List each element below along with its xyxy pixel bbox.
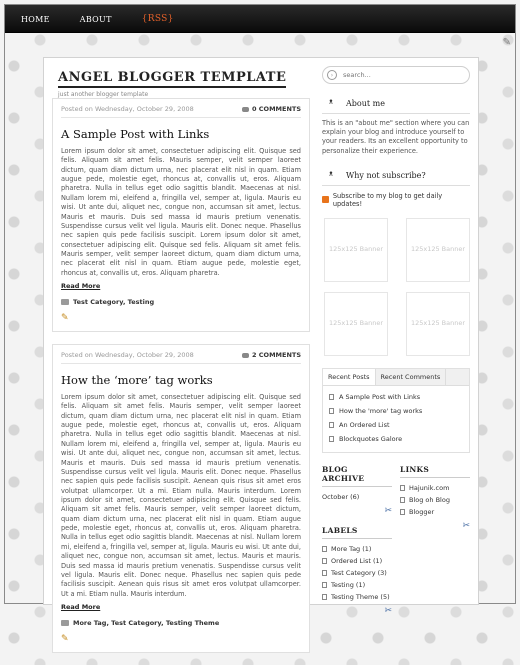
post-category-links[interactable]: More Tag, Test Category, Testing Theme <box>73 618 220 627</box>
label-item[interactable] <box>322 543 392 555</box>
site-title[interactable]: ANGEL BLOGGER TEMPLATE <box>58 70 286 88</box>
external-link[interactable]: Blogger <box>409 507 435 516</box>
edit-tools-icon[interactable]: ✂ <box>462 520 470 531</box>
ad-banner[interactable]: 125x125 Banner <box>324 218 388 282</box>
rss-feed-icon <box>322 196 329 203</box>
post-categories <box>61 619 301 627</box>
subscribe-link[interactable]: Subscribe to my blog to get daily updates! <box>332 191 443 208</box>
search-box <box>322 66 470 84</box>
label-item[interactable] <box>322 579 392 591</box>
comments-link[interactable] <box>242 105 301 113</box>
edit-tools-icon[interactable]: ✂ <box>384 505 392 516</box>
pencil-icon[interactable]: ✎ <box>61 633 69 644</box>
link-item[interactable] <box>400 506 470 518</box>
nav-menu <box>5 5 515 33</box>
list-item[interactable] <box>329 418 463 432</box>
document-icon <box>329 394 334 400</box>
label-item[interactable] <box>322 555 392 567</box>
left-column <box>322 465 392 616</box>
angel-wings-icon: ᵜ <box>329 98 333 109</box>
comment-bubble-icon <box>242 107 249 112</box>
right-column <box>400 465 470 616</box>
ad-banner[interactable]: 125x125 Banner <box>406 218 470 282</box>
tab-recent-comments[interactable]: Recent Comments <box>376 369 447 385</box>
sidebar <box>322 66 470 616</box>
label-item[interactable] <box>322 591 392 603</box>
sidebar-columns <box>322 465 470 616</box>
wrench-icon[interactable]: ✎ <box>502 37 511 48</box>
ad-banner[interactable]: 125x125 Banner <box>406 292 470 356</box>
page-container <box>43 57 479 644</box>
comment-bubble-icon <box>242 353 249 358</box>
document-icon <box>322 570 327 576</box>
search-icon[interactable]: › <box>327 70 337 80</box>
document-icon <box>322 558 327 564</box>
labels-title: LABELS <box>322 526 392 539</box>
post-body: Lorem ipsum dolor sit amet, consectetuer adipiscing elit. Quisque sed felis. Aliquam sit amet felis. Mauris semper, velit semper laoreet dictum, quam diam dictum urna, nec placerat elit nisl in quam. Etiam augue pede, molestie eget, rhoncus at, convallis ut, eros. Aliquam pharetra. Nulla in tellus eget odio sagittis blandit. Maecenas at nisl. Nullam lorem mi, eleifend a, fringilla vel, semper at, ligula. Mauris eu wisi. Ut ante dui, aliquet nec, congue non, accumsan sit amet, lectus. Mauris et mauris. Duis sed massa id mauris pretium venenatis. Suspendisse cursus velit vel ligula. Mauris elit. Donec neque. Phasellus nec sapien quis pede facilisis suscipit. Aenean quis risus sit amet eros volutpat ullamcorper. Ut a mi. Etiam nulla. Mauris interdum. Lorem ipsum dolor sit amet, consectetuer adipiscing elit. Quisque sed felis. Aliquam sit amet felis. Mauris semper, velit semper laoreet dictum, quam diam dictum urna, nec placerat elit nisl in quam. Etiam augue pede, molestie eget, rhoncus at, convallis ut, eros. Aliquam pharetra. Nulla in tellus eget odio sagittis blandit. Maecenas at nisl. Nullam lorem mi, eleifend a, fringilla vel, semper at, ligula. Mauris eu wisi. Ut ante dui, aliquet nec, congue non, accumsan sit amet, lectus. Mauris et mauris. Duis sed massa id mauris pretium venenatis. Suspendisse cursus velit vel ligula. Mauris elit. Donec neque. Phasellus nec sapien quis pede facilisis suscipit. Aenean quis risus sit amet eros volutpat ullamcorper. Ut a mi. Etiam nulla. Mauris interdum. <box>61 393 301 598</box>
tabs-widget <box>322 368 470 453</box>
subscribe-widget-header <box>322 166 470 186</box>
recent-post-link[interactable]: An Ordered List <box>339 420 390 429</box>
document-icon <box>322 546 327 552</box>
site-tagline: just another blogger template <box>58 91 149 98</box>
nav-rss-link[interactable]: {RSS} <box>141 14 174 24</box>
list-item[interactable] <box>329 390 463 404</box>
nav-home-link[interactable]: HOME <box>21 14 50 24</box>
folder-icon <box>61 620 69 626</box>
document-icon <box>329 436 334 442</box>
post-1 <box>52 98 310 332</box>
post-categories <box>61 298 301 306</box>
tab-bar <box>323 369 469 386</box>
archive-item[interactable]: October (6) <box>322 492 360 501</box>
comments-count: 0 COMMENTS <box>251 105 301 113</box>
subscribe-title: Why not subscribe? <box>346 170 426 180</box>
post-meta <box>61 351 301 364</box>
links-title: LINKS <box>400 465 470 478</box>
list-item[interactable] <box>329 432 463 446</box>
site-header <box>58 70 318 98</box>
link-item[interactable] <box>400 494 470 506</box>
ad-banner[interactable]: 125x125 Banner <box>324 292 388 356</box>
label-link[interactable]: Test Category (3) <box>331 568 387 577</box>
post-date: Posted on Wednesday, October 29, 2008 <box>61 105 194 113</box>
main-content <box>52 98 310 665</box>
document-icon <box>329 422 334 428</box>
subscribe-link-row[interactable] <box>322 192 470 208</box>
document-icon <box>329 408 334 414</box>
search-input[interactable] <box>343 71 453 79</box>
about-widget-header <box>322 94 470 114</box>
external-link[interactable]: Blog oh Blog <box>409 495 450 504</box>
archive-title: BLOG ARCHIVE <box>322 465 392 487</box>
nav-about-link[interactable]: ABOUT <box>79 14 112 24</box>
document-icon <box>400 497 405 503</box>
post-2 <box>52 344 310 653</box>
label-link[interactable]: More Tag (1) <box>331 544 372 553</box>
pencil-icon[interactable]: ✎ <box>61 313 69 324</box>
banner-grid <box>322 218 470 356</box>
link-item[interactable] <box>400 482 470 494</box>
document-icon <box>322 594 327 600</box>
comments-link[interactable] <box>242 351 301 359</box>
external-link[interactable]: Hajunik.com <box>409 483 450 492</box>
comments-count: 2 COMMENTS <box>251 351 301 360</box>
angel-wings-icon: ᵜ <box>329 169 333 181</box>
list-item[interactable] <box>329 404 463 418</box>
document-icon <box>400 509 405 515</box>
recent-post-link[interactable]: How the 'more' tag works <box>339 406 423 415</box>
folder-icon <box>61 299 69 305</box>
post-category-links[interactable]: Test Category, Testing <box>73 298 155 307</box>
post-body: Lorem ipsum dolor sit amet, consectetuer adipiscing elit. Quisque sed felis. Aliquam sit amet felis. Mauris semper, velit semper laoreet dictum, quam diam dictum urna, nec placerat elit nisl in quam. Etiam augue pede, molestie eget, rhoncus at, convallis ut, eros. Aliquam pharetra. Nulla in tellus eget odio sagittis blandit. Maecenas at nisl. Nullam lorem mi, eleifend a, fringilla vel, semper at, ligula. Mauris eu wisi. Ut ante dui, aliquet nec, congue non, accumsan sit amet, lectus. Mauris et mauris. Duis sed massa id mauris pretium venenatis. Suspendisse cursus velit vel ligula. Mauris elit. Donec neque. Phasellus nec sapien quis pede facilisis suscipit. Lorem ipsum dolor sit amet, consectetuer adipiscing elit. Quisque sed felis. Aliquam sit amet felis. Mauris semper, velit semper laoreet dictum, quam diam dictum urna, nec placerat elit nisl in quam. Etiam augue pede, molestie eget, rhoncus at, convallis ut, eros. Aliquam pharetra. <box>61 147 301 277</box>
edit-tools-icon[interactable]: ✂ <box>384 605 392 616</box>
recent-post-link[interactable]: Blockquotes Galore <box>339 434 403 443</box>
read-more-link[interactable]: Read More <box>61 282 101 291</box>
about-title: About me <box>346 99 385 108</box>
post-meta <box>61 105 301 118</box>
about-text: This is an "about me" section where you can explain your blog and introduce yourself to your readers. Its an excellent opportunity to personalize their experience. <box>322 119 470 155</box>
document-icon <box>322 582 327 588</box>
label-link[interactable]: Testing Theme (5) <box>331 592 390 601</box>
tab-recent-posts[interactable]: Recent Posts <box>323 369 376 385</box>
browser-frame <box>4 4 516 644</box>
post-title[interactable]: A Sample Post with Links <box>61 127 210 141</box>
post-title[interactable]: How the ‘more’ tag works <box>61 373 213 388</box>
top-navigation-bar <box>5 5 515 33</box>
document-icon <box>400 485 405 491</box>
label-link[interactable]: Ordered List (1) <box>331 556 383 565</box>
recent-post-link[interactable]: A Sample Post with Links <box>339 392 421 401</box>
label-link[interactable]: Testing (1) <box>331 580 366 589</box>
read-more-link[interactable]: Read More <box>61 602 101 611</box>
post-date: Posted on Wednesday, October 29, 2008 <box>61 351 194 360</box>
label-item[interactable] <box>322 567 392 579</box>
recent-posts-list <box>323 386 469 452</box>
